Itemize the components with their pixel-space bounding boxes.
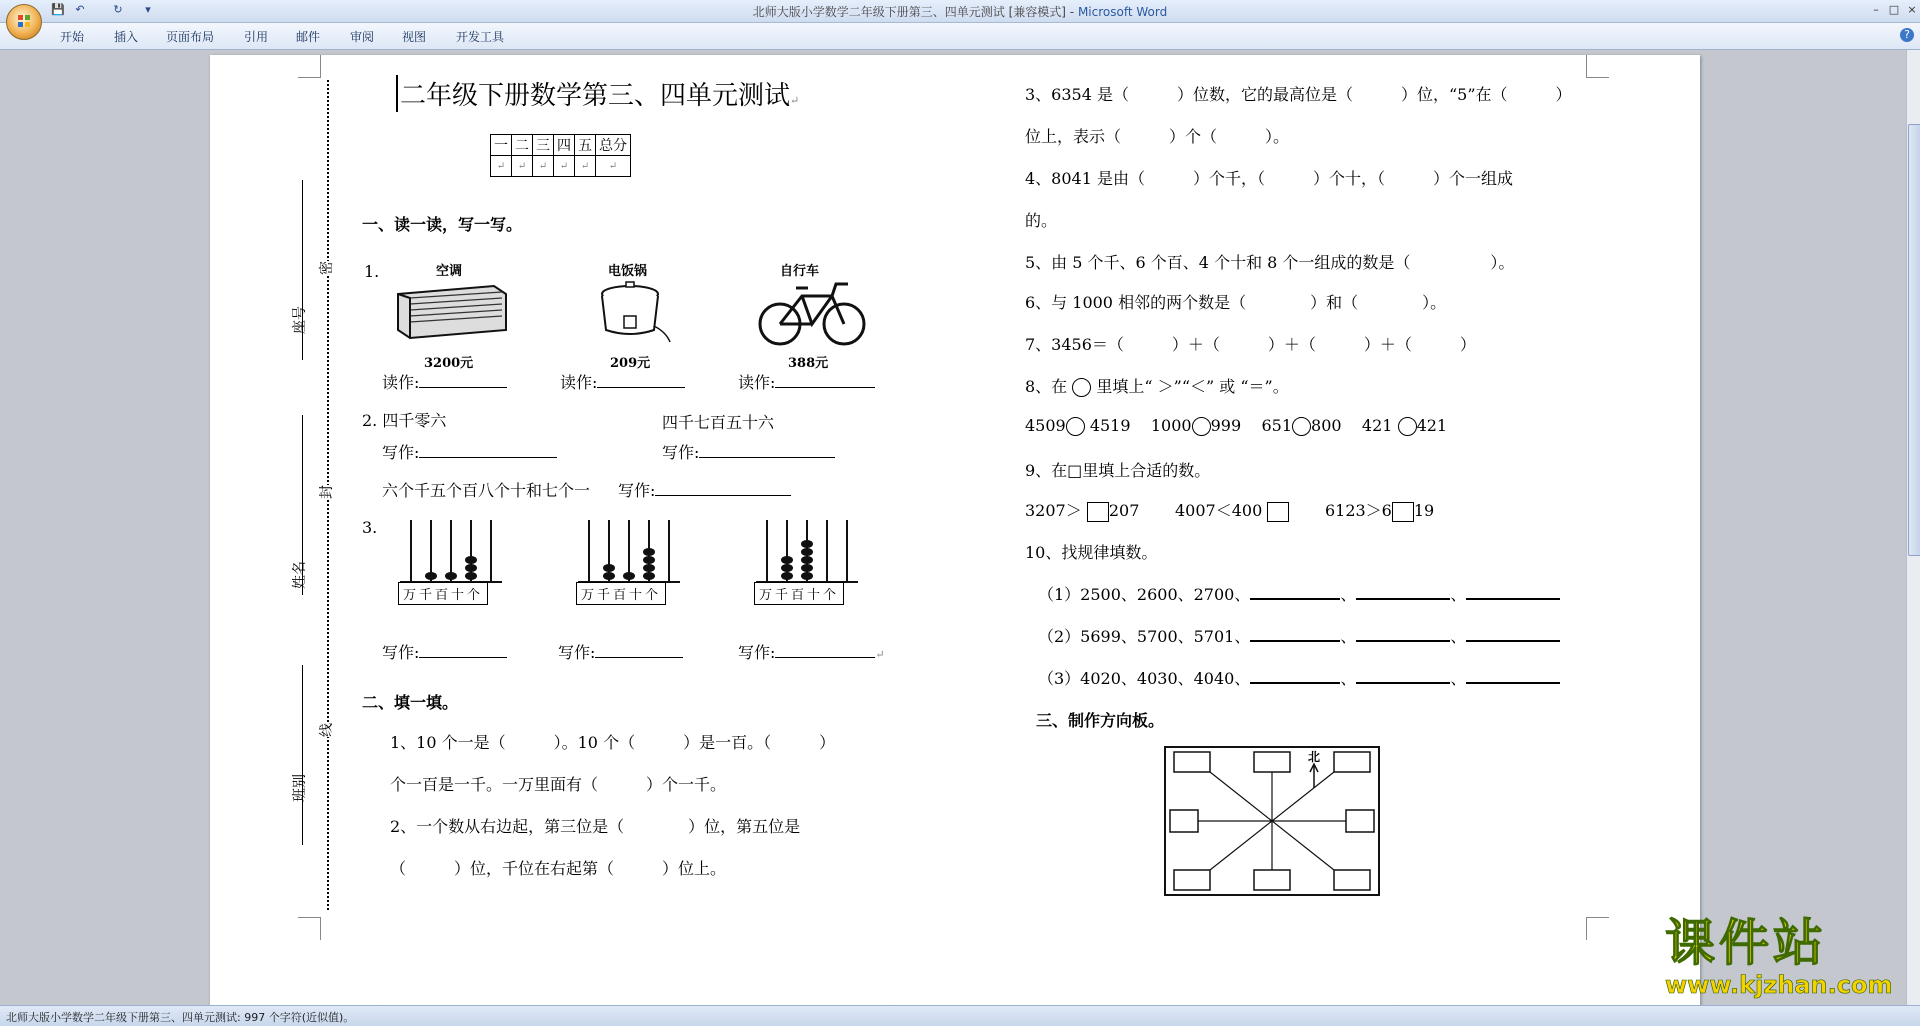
watermark-logo: [1665, 915, 1892, 999]
item-name: 自行车: [780, 264, 820, 279]
score-header: 四: [554, 135, 575, 156]
tab-mailings[interactable]: 邮件: [296, 30, 321, 44]
status-bar: [0, 1005, 1920, 1026]
score-header: 三: [533, 135, 554, 156]
question-5: 5、由 5 个千、6 个百、4 个十和 8 个一组成的数是（ ）。: [1025, 253, 1515, 272]
score-table: [490, 134, 631, 177]
office-logo-icon: [17, 14, 31, 28]
question-10: 10、找规律填数。: [1025, 543, 1158, 562]
compare-circle-input[interactable]: [1192, 417, 1211, 436]
abacus-bead: [801, 564, 813, 572]
fill-box-input[interactable]: [1267, 502, 1289, 522]
document-area: [0, 50, 1906, 1005]
fill-box-input[interactable]: [1392, 502, 1414, 522]
q2-item-a: 2. 四千零六: [362, 411, 447, 430]
write-answer-3[interactable]: 写作:: [618, 478, 791, 501]
customize-quick-access-icon[interactable]: ▾: [145, 3, 151, 16]
compare-circle-input[interactable]: [1398, 417, 1417, 436]
class-underline: [302, 665, 303, 845]
rice-cooker-icon: [592, 280, 672, 346]
abacus-bead: [801, 556, 813, 564]
section-2-heading: 二、填一填。: [362, 693, 459, 712]
tab-developer[interactable]: 开发工具: [456, 30, 505, 44]
scrollbar-thumb[interactable]: [1908, 124, 1920, 556]
item-price: 388元: [788, 356, 829, 371]
question-6: 6、与 1000 相邻的两个数是（ ）和（ ）。: [1025, 293, 1447, 312]
maximize-button[interactable]: □: [1888, 3, 1900, 16]
abacus-bead: [643, 556, 655, 564]
abacus-3: [752, 518, 862, 586]
name-label: 姓名: [292, 561, 308, 589]
abacus-bead: [801, 548, 813, 556]
abacus-bead: [465, 564, 477, 572]
tab-view[interactable]: 视图: [402, 30, 427, 44]
save-icon[interactable]: 💾: [51, 3, 65, 16]
sequence-row-3[interactable]: （3）4020、4030、4040、 、 、: [1038, 666, 1560, 689]
crop-mark: [298, 917, 321, 940]
item-name: 空调: [436, 264, 463, 279]
sequence-row-2[interactable]: （2）5699、5700、5701、 、 、: [1038, 624, 1560, 647]
fill-line-3: 2、一个数从右边起，第三位是（ ）位，第五位是: [390, 817, 801, 836]
seal-mark: 封: [316, 485, 336, 499]
score-header: 一: [491, 135, 512, 156]
score-cell[interactable]: ↵: [554, 156, 575, 177]
vertical-scrollbar[interactable]: [1906, 50, 1920, 1005]
score-header: 五: [575, 135, 596, 156]
fill-box-input[interactable]: [1087, 502, 1109, 522]
title-bar: [0, 0, 1920, 23]
window-title: 北师大版小学数学二年级下册第三、四单元测试 [兼容模式] - Microsoft Word: [752, 5, 1168, 19]
north-label: 北: [1308, 750, 1321, 764]
abacus-bead: [643, 564, 655, 572]
office-button[interactable]: [6, 4, 42, 40]
score-cell[interactable]: ↵: [512, 156, 533, 177]
section-3-heading: 三、制作方向板。: [1036, 711, 1165, 730]
tab-references[interactable]: 引用: [244, 30, 269, 44]
question-7: 7、3456＝（ ）＋（ ）＋（ ）＋（ ）: [1025, 335, 1476, 354]
q2-item-c: 六个千五个百八个十和七个一: [382, 481, 591, 500]
write-answer-1[interactable]: 写作:: [382, 440, 557, 463]
abacus-bead: [465, 572, 477, 580]
fill-line-4: （ ）位，千位在右起第（ ）位上。: [390, 859, 727, 878]
abacus-2: [574, 518, 684, 586]
abacus-bead: [603, 564, 615, 572]
watermark-url: www.kjzhan.com: [1665, 971, 1893, 999]
abacus-bead: [465, 556, 477, 564]
undo-icon[interactable]: ↶: [75, 3, 85, 16]
fill-line-2: 个一百是一千。一万里面有（ ）个一千。: [390, 775, 727, 794]
crop-mark: [1586, 55, 1609, 78]
direction-board-diagram: [1164, 746, 1380, 896]
write-answer-2[interactable]: 写作:: [662, 440, 835, 463]
section-1-heading: 一、读一读，写一写。: [362, 215, 523, 234]
seat-label: 座号: [292, 306, 308, 334]
watermark-chinese: 课件站: [1665, 914, 1827, 972]
question-4-line-2: 的。: [1025, 211, 1058, 230]
compare-circle-input[interactable]: [1292, 417, 1311, 436]
status-text: 北师大版小学数学二年级下册第三、四单元测试: 997 个字符(近似值)。: [6, 1011, 355, 1024]
tab-page-layout[interactable]: 页面布局: [166, 30, 215, 44]
question-3-line-2: 位上，表示（ ）个（ ）。: [1025, 127, 1290, 146]
tab-insert[interactable]: 插入: [114, 30, 139, 44]
help-icon[interactable]: ?: [1900, 28, 1914, 42]
fill-line-1: 1、10 个一是（ ）。10 个（ ）是一百。（ ）: [390, 733, 836, 752]
read-answer-2[interactable]: 读作:: [560, 370, 685, 393]
minimize-button[interactable]: –: [1873, 3, 1879, 16]
read-answer-3[interactable]: 读作:: [738, 370, 875, 393]
read-answer-1[interactable]: 读作:: [382, 370, 507, 393]
document-title[interactable]: 二年级下册数学第三、四单元测试↵: [396, 75, 799, 112]
item-price: 3200元: [424, 356, 474, 371]
question-8: 8、在 里填上“ ＞”“＜” 或 “＝”。: [1025, 377, 1289, 396]
question-4-line-1: 4、8041 是由（ ）个千，（ ）个十，（ ）个一组成: [1025, 169, 1513, 188]
class-label: 班别: [292, 774, 308, 802]
score-cell[interactable]: ↵: [596, 156, 631, 177]
abacus-bead: [781, 572, 793, 580]
score-cell[interactable]: ↵: [491, 156, 512, 177]
abacus-answer-1[interactable]: 写作:: [382, 640, 507, 663]
compare-row: 4509 4519 1000 999 651 800 421 421: [1025, 416, 1448, 435]
table-row: [491, 135, 631, 156]
abacus-bead: [445, 572, 457, 580]
item-price: 209元: [610, 356, 651, 371]
question-3-line-1: 3、6354 是（ ）位数，它的最高位是（ ）位，“5”在（ ）: [1025, 85, 1572, 104]
abacus-1: [396, 518, 506, 586]
abacus-bead: [643, 572, 655, 580]
abacus-caption: 万千百十个: [754, 582, 844, 605]
abacus-bead: [801, 572, 813, 580]
abacus-bead: [623, 572, 635, 580]
tab-review[interactable]: 审阅: [350, 30, 375, 44]
fill-box-row: 3207＞ 207 4007＜400 6123＞6 19: [1025, 501, 1435, 520]
score-cell[interactable]: ↵: [575, 156, 596, 177]
abacus-bead: [643, 548, 655, 556]
air-conditioner-icon: [394, 280, 510, 342]
abacus-caption: 万千百十个: [576, 582, 666, 605]
abacus-answer-3[interactable]: 写作: ↵: [738, 643, 885, 662]
tab-home[interactable]: 开始: [60, 30, 85, 44]
abacus-bead: [781, 564, 793, 572]
q3-number: 3.: [362, 518, 378, 537]
seal-mark: 线: [316, 723, 336, 737]
score-cell[interactable]: ↵: [533, 156, 554, 177]
abacus-bead: [801, 540, 813, 548]
abacus-bead: [425, 572, 437, 580]
item-name: 电饭锅: [608, 264, 648, 279]
ribbon-tabs: [0, 23, 1920, 50]
sequence-row-1[interactable]: （1）2500、2600、2700、 、 、: [1038, 582, 1560, 605]
table-row: [491, 156, 631, 177]
abacus-caption: 万千百十个: [398, 582, 488, 605]
question-9: 9、在□里填上合适的数。: [1025, 461, 1211, 480]
score-header: 二: [512, 135, 533, 156]
q2-item-b: 四千七百五十六: [662, 413, 775, 432]
abacus-bead: [603, 572, 615, 580]
abacus-bead: [781, 556, 793, 564]
crop-mark: [298, 55, 321, 78]
score-header: 总分: [596, 135, 631, 156]
crop-mark: [1586, 917, 1609, 940]
redo-icon[interactable]: ↻: [113, 3, 123, 16]
seal-mark: 密: [316, 261, 336, 275]
bicycle-icon: [756, 276, 868, 348]
q1-number: 1.: [364, 262, 380, 281]
compare-circle-input[interactable]: [1066, 417, 1085, 436]
abacus-answer-2[interactable]: 写作:: [558, 640, 683, 663]
close-button[interactable]: ×: [1907, 3, 1917, 16]
compare-circle-icon: [1072, 378, 1091, 397]
